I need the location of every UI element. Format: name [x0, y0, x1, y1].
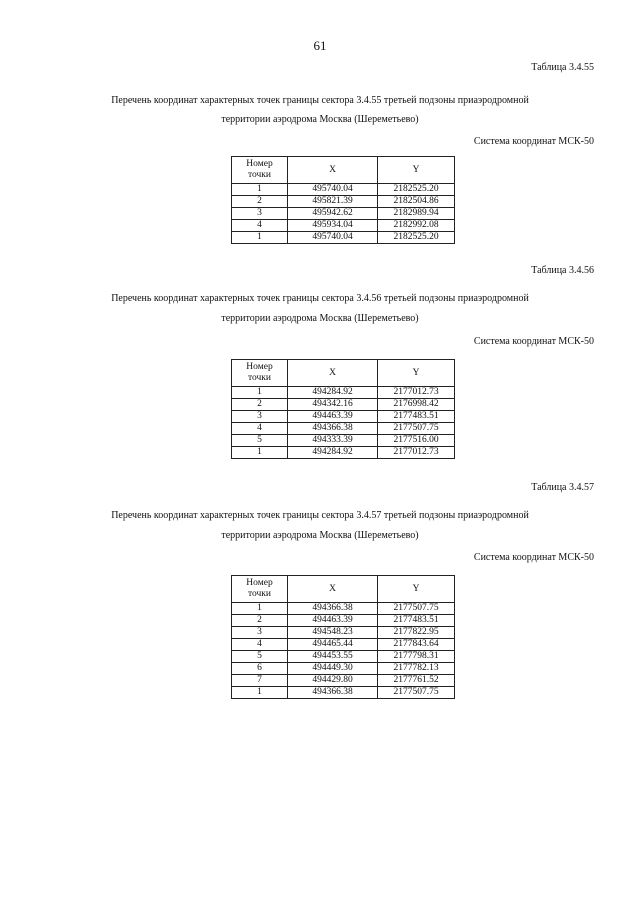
table-caption-line: территории аэродрома Москва (Шереметьево)	[221, 114, 419, 125]
point-number-cell: 5	[232, 651, 288, 663]
x-coordinate-cell: 494463.39	[288, 615, 378, 627]
point-number-cell: 1	[232, 184, 288, 196]
table-caption-line: Перечень координат характерных точек границы сектора 3.4.56 третьей подзоны приаэродромной	[111, 293, 529, 304]
y-coordinate-cell: 2176998.42	[378, 399, 455, 411]
table-caption-line: территории аэродрома Москва (Шереметьево)	[221, 530, 419, 541]
x-coordinate-cell: 494429.80	[288, 675, 378, 687]
x-coordinate-cell: 494453.55	[288, 651, 378, 663]
point-number-cell: 4	[232, 423, 288, 435]
table-row	[232, 399, 455, 411]
point-number-cell: 3	[232, 627, 288, 639]
coordinate-system-label: Система координат МСК-50	[473, 552, 594, 563]
column-header: X	[288, 157, 378, 184]
coordinates-table	[231, 575, 455, 699]
coordinate-system-label: Система координат МСК-50	[473, 136, 594, 147]
point-number-cell: 1	[232, 603, 288, 615]
y-coordinate-cell: 2177843.64	[378, 639, 455, 651]
y-coordinate-cell: 2177507.75	[378, 603, 455, 615]
column-header: Y	[378, 157, 455, 184]
point-number-cell: 1	[232, 687, 288, 699]
table-header-row	[232, 576, 455, 603]
column-header: Y	[378, 576, 455, 603]
point-number-cell: 2	[232, 615, 288, 627]
x-coordinate-cell: 495740.04	[288, 232, 378, 244]
table-header-row	[232, 360, 455, 387]
point-number-cell: 7	[232, 675, 288, 687]
table-label: Таблица 3.4.57	[531, 482, 594, 493]
coordinates-table	[231, 359, 455, 459]
column-header: Номер точки	[232, 576, 288, 603]
point-number-cell: 5	[232, 435, 288, 447]
x-coordinate-cell: 494465.44	[288, 639, 378, 651]
x-coordinate-cell: 494548.23	[288, 627, 378, 639]
table-label: Таблица 3.4.55	[531, 62, 594, 73]
x-coordinate-cell: 495934.04	[288, 220, 378, 232]
point-number-cell: 1	[232, 232, 288, 244]
y-coordinate-cell: 2177782.13	[378, 663, 455, 675]
table-header-row	[232, 157, 455, 184]
table-row	[232, 423, 455, 435]
table-row	[232, 687, 455, 699]
table-row	[232, 627, 455, 639]
y-coordinate-cell: 2177483.51	[378, 411, 455, 423]
point-number-cell: 2	[232, 196, 288, 208]
table-row	[232, 603, 455, 615]
column-header: X	[288, 360, 378, 387]
point-number-cell: 6	[232, 663, 288, 675]
x-coordinate-cell: 495740.04	[288, 184, 378, 196]
table-row	[232, 232, 455, 244]
table-row	[232, 196, 455, 208]
point-number-cell: 2	[232, 399, 288, 411]
table-row	[232, 675, 455, 687]
table-row	[232, 435, 455, 447]
y-coordinate-cell: 2177012.73	[378, 447, 455, 459]
y-coordinate-cell: 2177483.51	[378, 615, 455, 627]
x-coordinate-cell: 495942.62	[288, 208, 378, 220]
column-header: Y	[378, 360, 455, 387]
y-coordinate-cell: 2177507.75	[378, 687, 455, 699]
table-row	[232, 387, 455, 399]
y-coordinate-cell: 2182989.94	[378, 208, 455, 220]
y-coordinate-cell: 2177761.52	[378, 675, 455, 687]
x-coordinate-cell: 494284.92	[288, 447, 378, 459]
table-row	[232, 220, 455, 232]
y-coordinate-cell: 2182992.08	[378, 220, 455, 232]
point-number-cell: 4	[232, 639, 288, 651]
x-coordinate-cell: 495821.39	[288, 196, 378, 208]
column-header: Номер точки	[232, 360, 288, 387]
page-number: 61	[313, 38, 327, 53]
y-coordinate-cell: 2177798.31	[378, 651, 455, 663]
column-header: Номер точки	[232, 157, 288, 184]
x-coordinate-cell: 494366.38	[288, 603, 378, 615]
column-header: X	[288, 576, 378, 603]
table-row	[232, 651, 455, 663]
coordinate-system-label: Система координат МСК-50	[473, 336, 594, 347]
table-caption-line: Перечень координат характерных точек границы сектора 3.4.55 третьей подзоны приаэродромной	[111, 95, 529, 106]
x-coordinate-cell: 494333.39	[288, 435, 378, 447]
table-caption-line: территории аэродрома Москва (Шереметьево)	[221, 313, 419, 324]
point-number-cell: 3	[232, 411, 288, 423]
x-coordinate-cell: 494366.38	[288, 687, 378, 699]
y-coordinate-cell: 2177012.73	[378, 387, 455, 399]
y-coordinate-cell: 2182525.20	[378, 232, 455, 244]
coordinates-table	[231, 156, 455, 244]
x-coordinate-cell: 494449.30	[288, 663, 378, 675]
point-number-cell: 4	[232, 220, 288, 232]
table-row	[232, 208, 455, 220]
x-coordinate-cell: 494463.39	[288, 411, 378, 423]
y-coordinate-cell: 2177822.95	[378, 627, 455, 639]
y-coordinate-cell: 2182504.86	[378, 196, 455, 208]
y-coordinate-cell: 2177516.00	[378, 435, 455, 447]
table-label: Таблица 3.4.56	[531, 265, 594, 276]
point-number-cell: 1	[232, 387, 288, 399]
point-number-cell: 3	[232, 208, 288, 220]
x-coordinate-cell: 494342.16	[288, 399, 378, 411]
table-row	[232, 639, 455, 651]
table-caption-line: Перечень координат характерных точек границы сектора 3.4.57 третьей подзоны приаэродромной	[111, 510, 529, 521]
table-row	[232, 615, 455, 627]
x-coordinate-cell: 494366.38	[288, 423, 378, 435]
point-number-cell: 1	[232, 447, 288, 459]
table-row	[232, 447, 455, 459]
table-row	[232, 184, 455, 196]
table-row	[232, 411, 455, 423]
table-row	[232, 663, 455, 675]
x-coordinate-cell: 494284.92	[288, 387, 378, 399]
y-coordinate-cell: 2182525.20	[378, 184, 455, 196]
y-coordinate-cell: 2177507.75	[378, 423, 455, 435]
